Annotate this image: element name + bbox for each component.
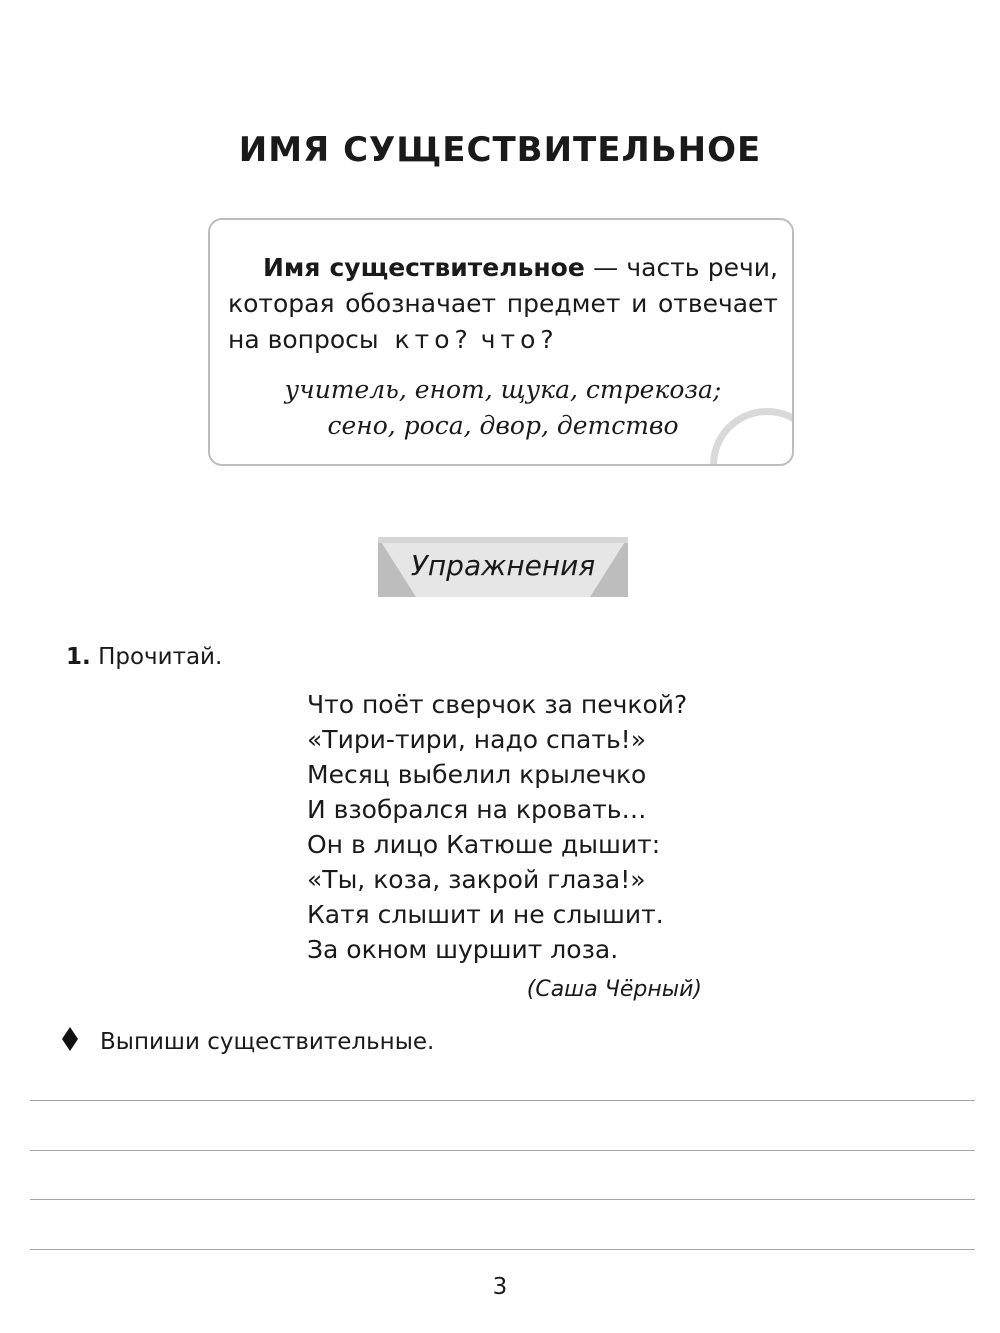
poem-line: За окном шуршит лоза.	[307, 935, 619, 964]
poem-line: «Ты, коза, закрой глаза!»	[307, 865, 646, 894]
question-kto: кто?	[394, 325, 473, 354]
diamond-bullet-icon	[62, 1027, 78, 1057]
writing-line[interactable]	[30, 1150, 975, 1151]
examples-line-1: учитель, енот, щука, стрекоза;	[284, 375, 722, 404]
task	[62, 1027, 434, 1057]
exercise-number: 1.	[66, 644, 91, 670]
poem-author: (Саша Чёрный)	[526, 977, 702, 1002]
rule-term: Имя существительное	[263, 253, 585, 282]
poem-line: Что поёт сверчок за печкой?	[307, 690, 688, 719]
question-chto: что?	[480, 325, 559, 354]
poem-line: Месяц выбелил крылечко	[307, 760, 647, 789]
poem-line: Катя слышит и не слышит.	[307, 900, 664, 929]
rule-definition-text: — часть речи, которая обозначает предмет и отвечает на вопросы	[228, 253, 778, 354]
writing-line[interactable]	[30, 1199, 975, 1200]
rule-definition	[228, 250, 778, 358]
exercise-heading	[66, 644, 222, 670]
section-banner-label: Упражнения	[410, 549, 596, 582]
page-title: ИМЯ СУЩЕСТВИТЕЛЬНОЕ	[238, 130, 762, 170]
poem	[307, 687, 687, 967]
examples-line-2: сено, роса, двор, детство	[327, 411, 679, 440]
page-number: 3	[492, 1274, 508, 1300]
writing-line[interactable]	[30, 1249, 975, 1250]
poem-line: Он в лицо Катюше дышит:	[307, 830, 661, 859]
section-banner	[378, 537, 628, 599]
poem-line: И взобрался на кровать…	[307, 795, 647, 824]
rule-box	[208, 218, 794, 466]
writing-line[interactable]	[30, 1100, 975, 1101]
rule-examples	[210, 372, 794, 444]
poem-line: «Тири-тири, надо спать!»	[307, 725, 646, 754]
exercise-instruction: Прочитай.	[98, 644, 223, 670]
task-text: Выпиши существительные.	[100, 1029, 435, 1055]
